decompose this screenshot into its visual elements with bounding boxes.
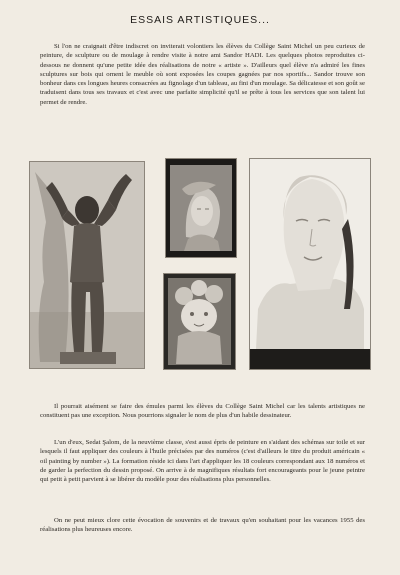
closing-paragraph: On ne peut mieux clore cette évocation de souvenirs et de travaux qu'en souhaitant pour les vacances 1955 des réalisations plus heureuses encore. (40, 517, 365, 534)
sedat-paragraph: L'un d'eux, Sedat Şalom, de la neuvième classe, s'est aussi épris de peinture en s'aidant des schémas sur toile et sur lesquels il faut appliquer des couleurs à l'huile précisées par des numéros (c'est d'ailleurs le titre du produit américain « oil painting by number »). La formation réside ici dans l'art d'appliquer les 18 couleurs correspondant aux 18 numéros et de garder la perfection du dessin proposé. On arrive à de magnifiques résultats fort encourageants pour le jeune peintre qui petit à petit parvient à se libérer du modèle pour des réalisations plus personnelles. (40, 439, 365, 484)
intro-paragraph: Si l'on ne craignait d'être indiscret on inviterait volontiers les élèves du Collège Saint Michel un peu curieux de peinture, de sculpture ou de moulage à rendre visite à notre ami Sandor HADI. Les quelques photos reproduites ci-dessous ne donnent qu'une petite idée des réalisations de notre « artiste ». D'ailleurs quel élève n'a admiré les fines sculptures sur bois qui ornent le meuble où sont exposées les coupes gagnées par nos sportifs... Sandor trouve son bonheur dans ces longues heures consacrées au fignolage d'un tableau, au fini d'un moulage. Sa délicatesse et son goût se traduisent dans tous ses travaux et c'est avec une parfaite simplicité qu'il se prête à tous les services que son talent lui permet de rendre. (40, 43, 365, 106)
bust-sculpture-photo (249, 158, 371, 370)
page-title: ESSAIS ARTISTIQUES... (130, 14, 270, 26)
cherub-relief-photo (163, 273, 236, 370)
statue-photo (29, 161, 145, 369)
emules-paragraph: Il pourrait aisément se faire des émules parmi les élèves du Collège Saint Michel car les talents artistiques ne constituent pas une exception. Nous pourrions signaler le nom de plus d'un habile dessinateur. (40, 403, 365, 420)
relief-bust-photo (165, 158, 237, 258)
